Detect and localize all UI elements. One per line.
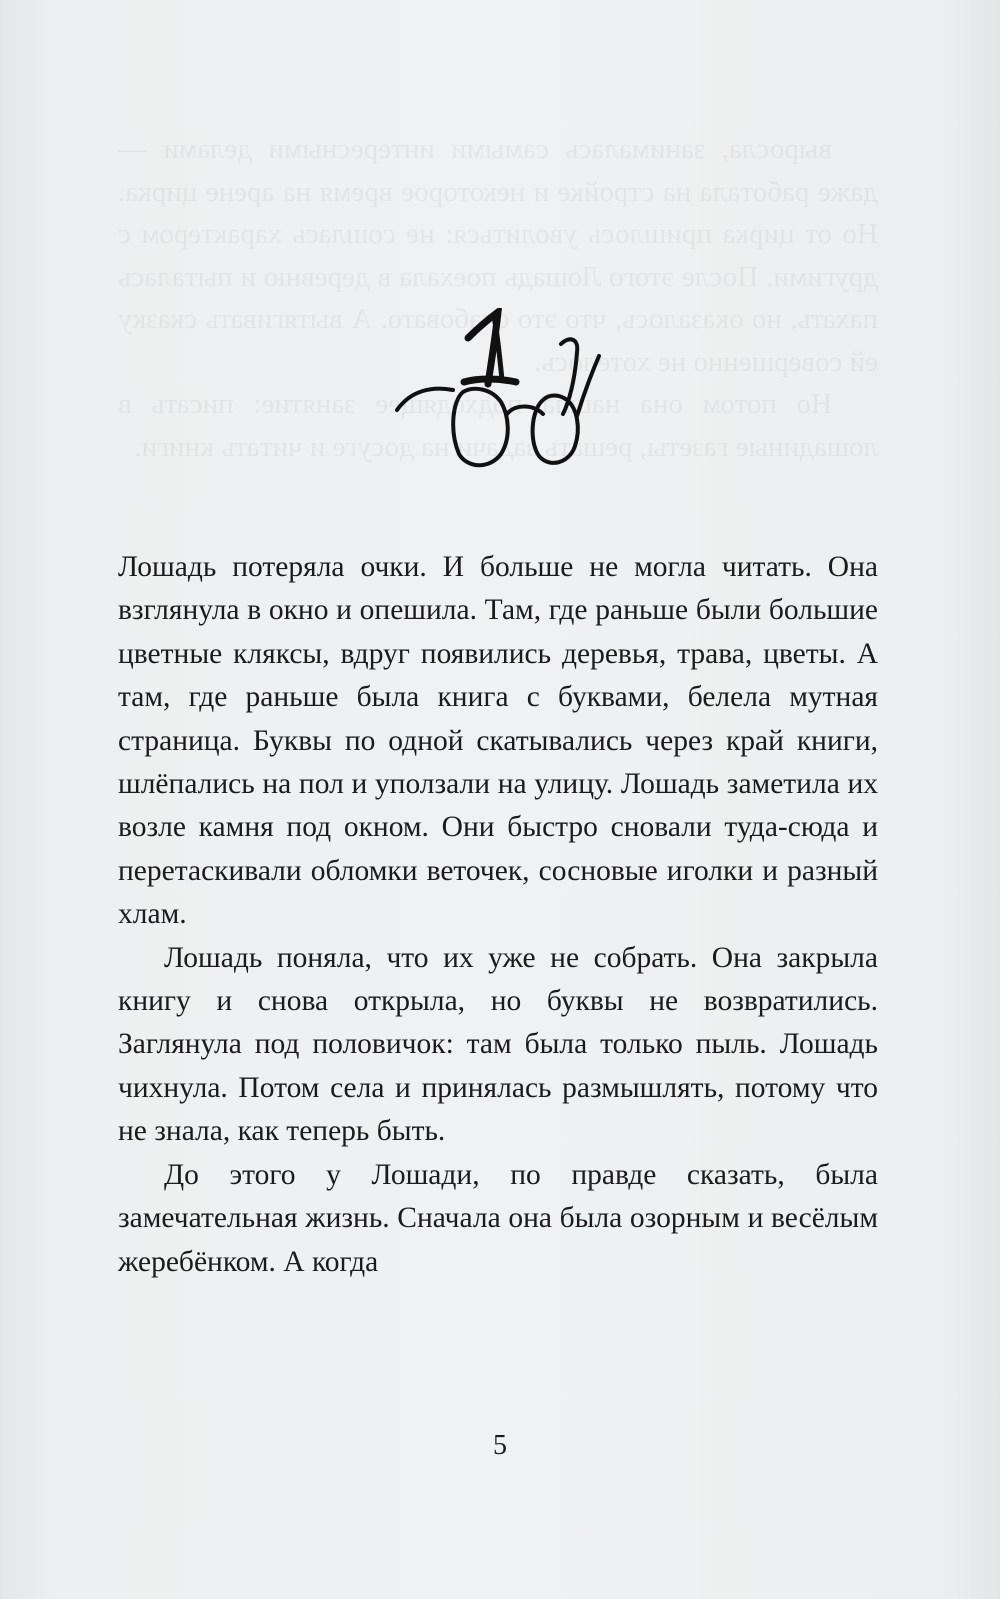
page-number: 5 — [493, 1430, 507, 1461]
glasses-drawing — [393, 330, 613, 490]
chapter-text — [118, 546, 878, 1284]
paragraph: Лошадь потеряла очки. И больше не могла читать. Она взглянула в окно и опешила. Там, где раньше были большие цветные кляксы, вдруг появились деревья, трава, цветы. А там, где раньше была книга с буквами, белела мутная страница. Буквы по одной скатывались через край книги, шлёпались на пол и уползали на улицу. Лошадь заметила их возле камня под окном. Они быстро сновали туда-сюда и перетаскивали обломки веточек, сосновые иголки и разный хлам. — [118, 551, 878, 931]
paragraph: До этого у Лошади, по правде сказать, была замечательная жизнь. Сначала она была озорным и весёлым жеребёнком. А когда — [118, 1158, 878, 1278]
paragraph: Лошадь поняла, что их уже не собрать. Она закрыла книгу и снова открыла, но буквы не возвратились. Заглянула под половичок: там была только пыль. Лошадь чихнула. Потом села и принялась размышлять, потому что не знала, как теперь быть. — [118, 941, 878, 1148]
